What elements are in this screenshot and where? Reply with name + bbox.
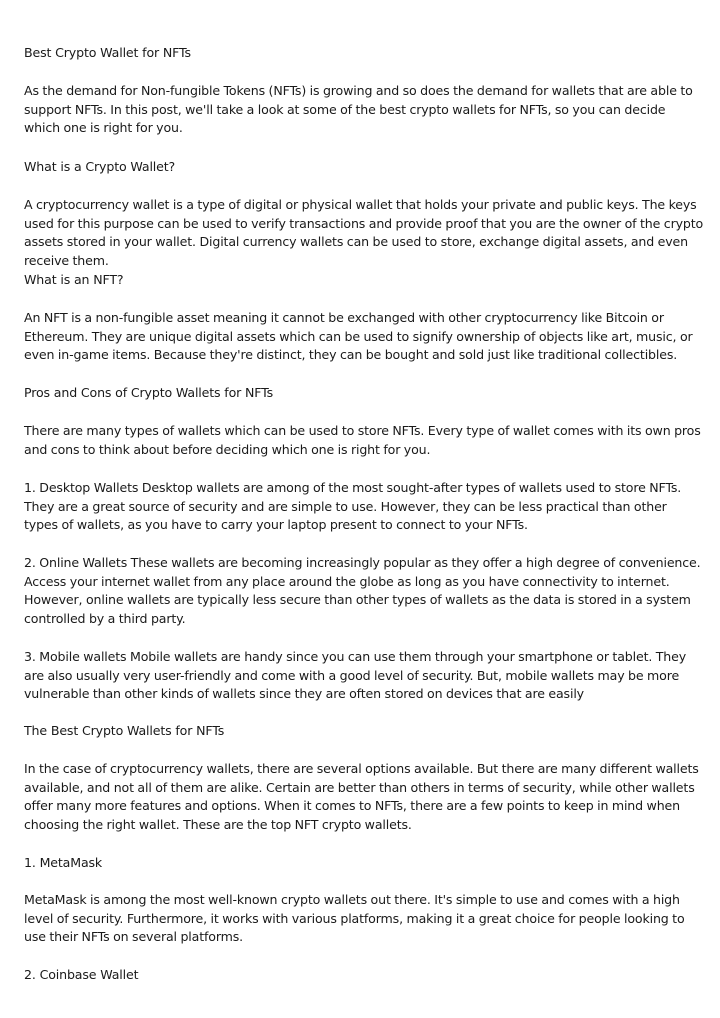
section-body-pros-cons: There are many types of wallets which can be used to store NFTs. Every type of wallet comes with its own pros and cons to think about before deciding which one is right for you. [24,423,701,457]
section-heading-nft: What is an NFT? [24,272,124,287]
section-heading-best-wallets: The Best Crypto Wallets for NFTs [24,723,225,738]
section-body-best-wallets: In the case of cryptocurrency wallets, there are several options available. But there are many different wallets available, and not all of them are alike. Certain are better than others in terms of security, while other wallets offer many more features and options. When it comes to NFTs, there are a few points to keep in mind when choosing the right wallet. These are the top NFT crypto wallets. [24,761,699,832]
list-item-mobile-wallets: 3. Mobile wallets Mobile wallets are handy since you can use them through your smartphone or tablet. They are also usually very user-friendly and come with a good level of security. But, mobile wallets may be more vulnerable than other kinds of wallets since they are often stored on devices that are easily [24,649,687,702]
section-heading-pros-cons: Pros and Cons of Crypto Wallets for NFTs [24,385,274,400]
section-heading-crypto-wallet: What is a Crypto Wallet? [24,159,176,174]
wallet-heading-coinbase: 2. Coinbase Wallet [24,967,139,982]
document-title: Best Crypto Wallet for NFTs [24,45,191,60]
section-body-crypto-wallet: A cryptocurrency wallet is a type of digital or physical wallet that holds your private and public keys. The keys used for this purpose can be used to verify transactions and provide proof that you are the owner of the crypto assets stored in your wallet. Digital currency wallets can be used to store, exchange digital assets, and even receive them. [24,197,704,268]
list-item-desktop-wallets: 1. Desktop Wallets Desktop wallets are among of the most sought-after types of wallets used to store NFTs. They are a great source of security and are simple to use. However, they can be less practical than other types of wallets, as you have to carry your laptop present to connect to your NFTs. [24,480,682,533]
wallet-body-metamask: MetaMask is among the most well-known crypto wallets out there. It's simple to use and comes with a high level of security. Furthermore, it works with various platforms, making it a great choice for people looking to use their NFTs on several platforms. [24,892,685,945]
wallet-heading-metamask: 1. MetaMask [24,855,103,870]
list-item-online-wallets: 2. Online Wallets These wallets are becoming increasingly popular as they offer a high degree of convenience. Access your internet wallet from any place around the globe as long as you have connectivity to internet. However, online wallets are typically less secure than other types of wallets as the data is stored in a system controlled by a third party. [24,555,701,626]
intro-paragraph: As the demand for Non-fungible Tokens (NFTs) is growing and so does the demand for wallets that are able to support NFTs. In this post, we'll take a look at some of the best crypto wallets for NFTs, so you can decide which one is right for you. [24,83,693,136]
section-body-nft: An NFT is a non-fungible asset meaning it cannot be exchanged with other cryptocurrency like Bitcoin or Ethereum. They are unique digital assets which can be used to signify ownership of objects like art, music, or even in-game items. Because they're distinct, they can be bought and sold just like traditional collectibles. [24,310,693,363]
